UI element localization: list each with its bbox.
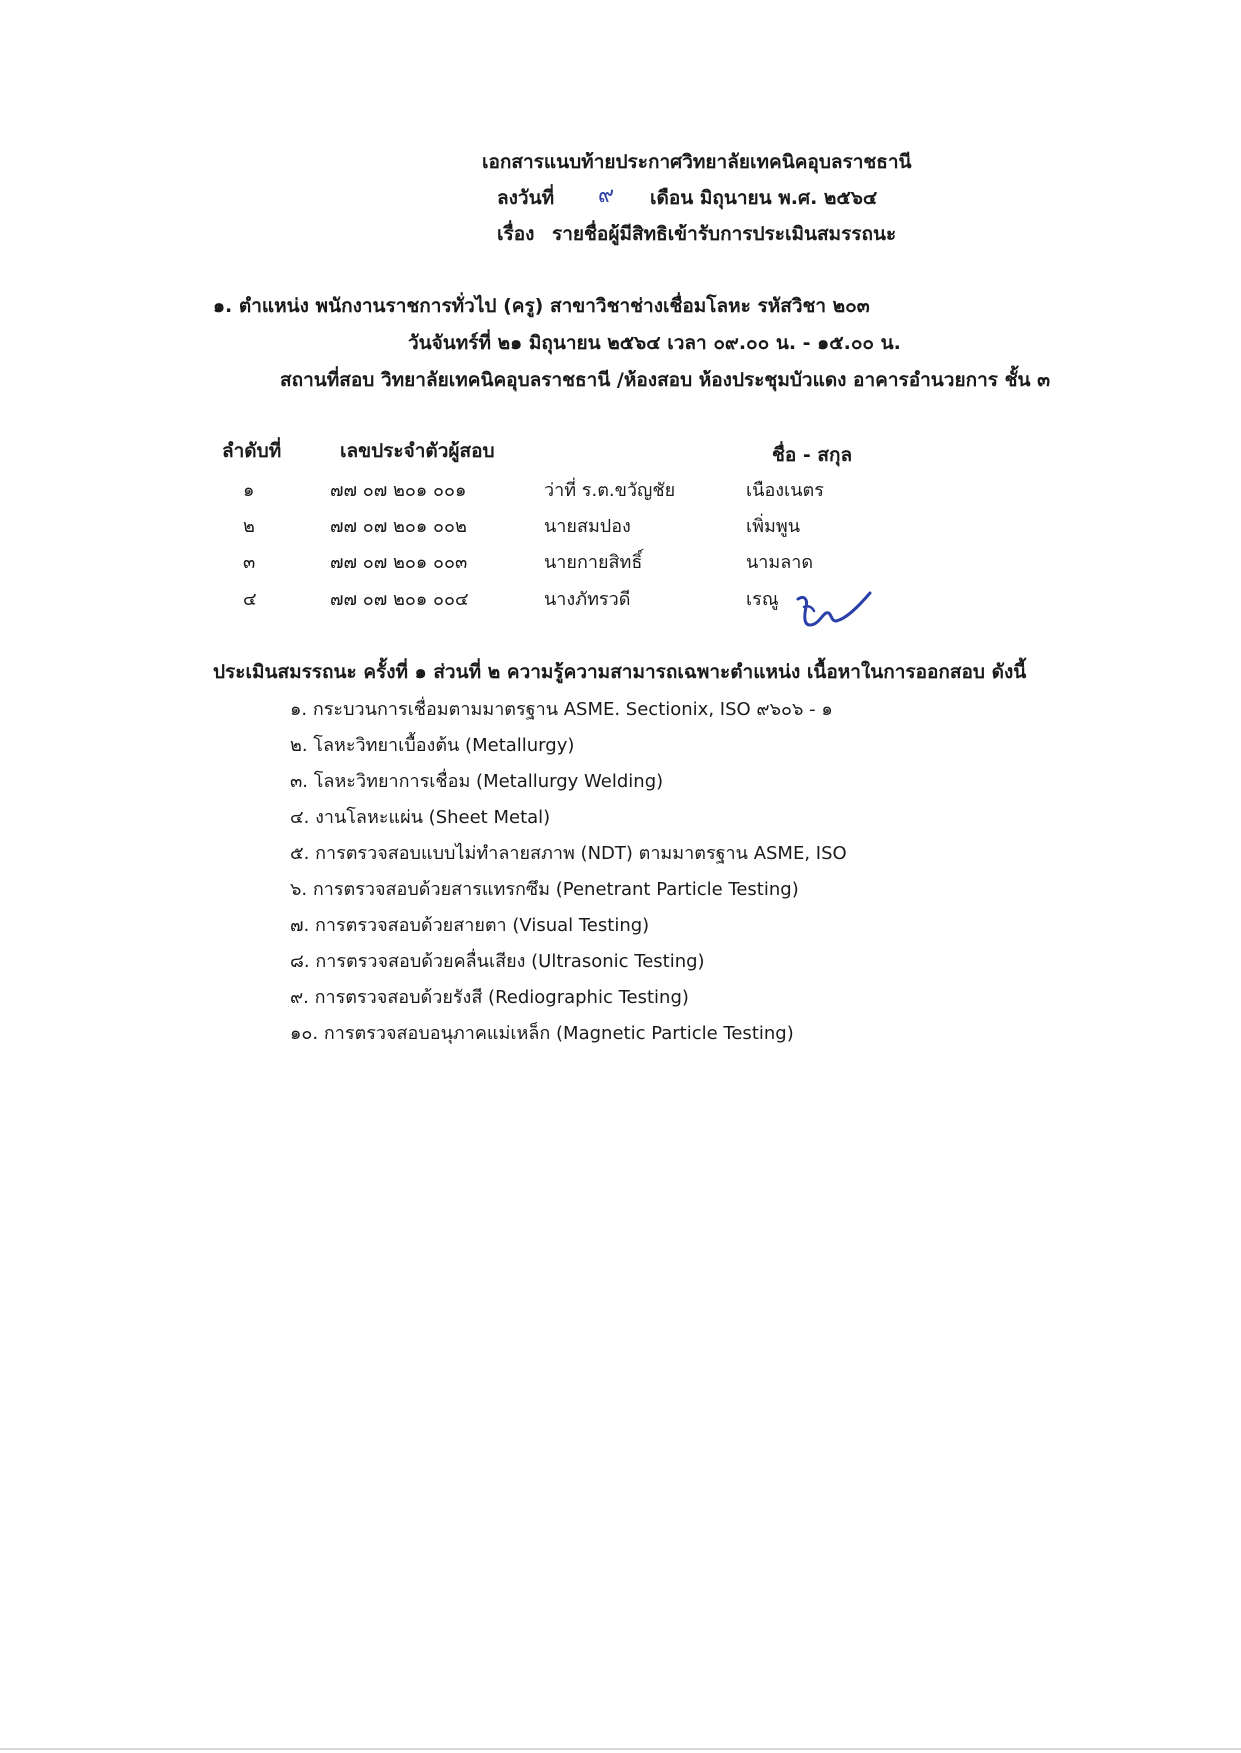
signature-mark [792, 585, 872, 635]
list-item: ๕. การตรวจสอบแบบไม่ทำลายสภาพ (NDT) ตามมาตรฐาน ASME, ISO [290, 843, 847, 864]
date-label: ลงวันที่ [497, 187, 555, 209]
list-item: ๗. การตรวจสอบด้วยสายตา (Visual Testing) [290, 915, 650, 936]
list-item: ๑๐. การตรวจสอบอนุภาคแม่เหล็ก (Magnetic Particle Testing) [290, 1023, 794, 1044]
list-item: ๙. การตรวจสอบด้วยรังสี (Rediographic Testing) [290, 987, 689, 1008]
topics-heading: ประเมินสมรรถนะ ครั้งที่ ๑ ส่วนที่ ๒ ความรู้ความสามารถเฉพาะตำแหน่ง เนื้อหาในการออกสอบ ดังนี้ [213, 661, 1027, 683]
month-year: เดือน มิถุนายน พ.ศ. ๒๕๖๔ [650, 187, 878, 209]
page-bottom-edge [0, 1748, 1241, 1750]
subject-label: เรื่อง [497, 223, 535, 245]
row-first-name: นายกายสิทธิ์ [544, 552, 643, 573]
row-exam-id: ๗๗ ๐๗ ๒๐๑ ๐๐๓ [330, 552, 468, 573]
col-header-name: ชื่อ - สกุล [772, 444, 853, 466]
section-title: ๑. ตำแหน่ง พนักงานราชการทั่วไป (ครู) สาขาวิชาช่างเชื่อมโลหะ รหัสวิชา ๒๐๓ [213, 295, 870, 317]
exam-venue: สถานที่สอบ วิทยาลัยเทคนิคอุบลราชธานี /ห้องสอบ ห้องประชุมบัวแดง อาคารอำนวยการ ชั้น ๓ [280, 369, 1051, 391]
row-first-name: นายสมปอง [544, 516, 631, 537]
handwritten-date: ๙ [598, 183, 615, 208]
row-exam-id: ๗๗ ๐๗ ๒๐๑ ๐๐๒ [330, 516, 467, 537]
row-last-name: เพิ่มพูน [746, 516, 801, 537]
list-item: ๖. การตรวจสอบด้วยสารแทรกซึม (Penetrant Particle Testing) [290, 879, 799, 900]
subject-text: รายชื่อผู้มีสิทธิเข้ารับการประเมินสมรรถนะ [552, 223, 897, 245]
row-exam-id: ๗๗ ๐๗ ๒๐๑ ๐๐๑ [330, 480, 467, 501]
list-item: ๒. โลหะวิทยาเบื้องต้น (Metallurgy) [290, 735, 575, 756]
list-item: ๑. กระบวนการเชื่อมตามมาตรฐาน ASME. Sectionix, ISO ๙๖๐๖ - ๑ [290, 699, 833, 720]
row-order: ๔ [243, 589, 257, 610]
row-exam-id: ๗๗ ๐๗ ๒๐๑ ๐๐๔ [330, 589, 469, 610]
row-last-name: เรณู [746, 589, 779, 610]
list-item: ๓. โลหะวิทยาการเชื่อม (Metallurgy Welding) [290, 771, 664, 792]
row-last-name: เนืองเนตร [746, 480, 824, 501]
col-header-order: ลำดับที่ [222, 440, 282, 462]
row-order: ๒ [243, 516, 255, 537]
announcement-title: เอกสารแนบท้ายประกาศวิทยาลัยเทคนิคอุบลราชธานี [482, 151, 912, 173]
row-first-name: ว่าที่ ร.ต.ขวัญชัย [544, 480, 676, 501]
row-order: ๑ [243, 480, 255, 501]
exam-datetime: วันจันทร์ที่ ๒๑ มิถุนายน ๒๕๖๔ เวลา ๐๙.๐๐ น. - ๑๕.๐๐ น. [408, 332, 901, 354]
row-last-name: นามลาด [746, 552, 814, 573]
row-first-name: นางภัทรวดี [544, 589, 631, 610]
list-item: ๔. งานโลหะแผ่น (Sheet Metal) [290, 807, 551, 828]
list-item: ๘. การตรวจสอบด้วยคลื่นเสียง (Ultrasonic Testing) [290, 951, 705, 972]
row-order: ๓ [243, 552, 256, 573]
col-header-exam-id: เลขประจำตัวผู้สอบ [340, 440, 495, 462]
